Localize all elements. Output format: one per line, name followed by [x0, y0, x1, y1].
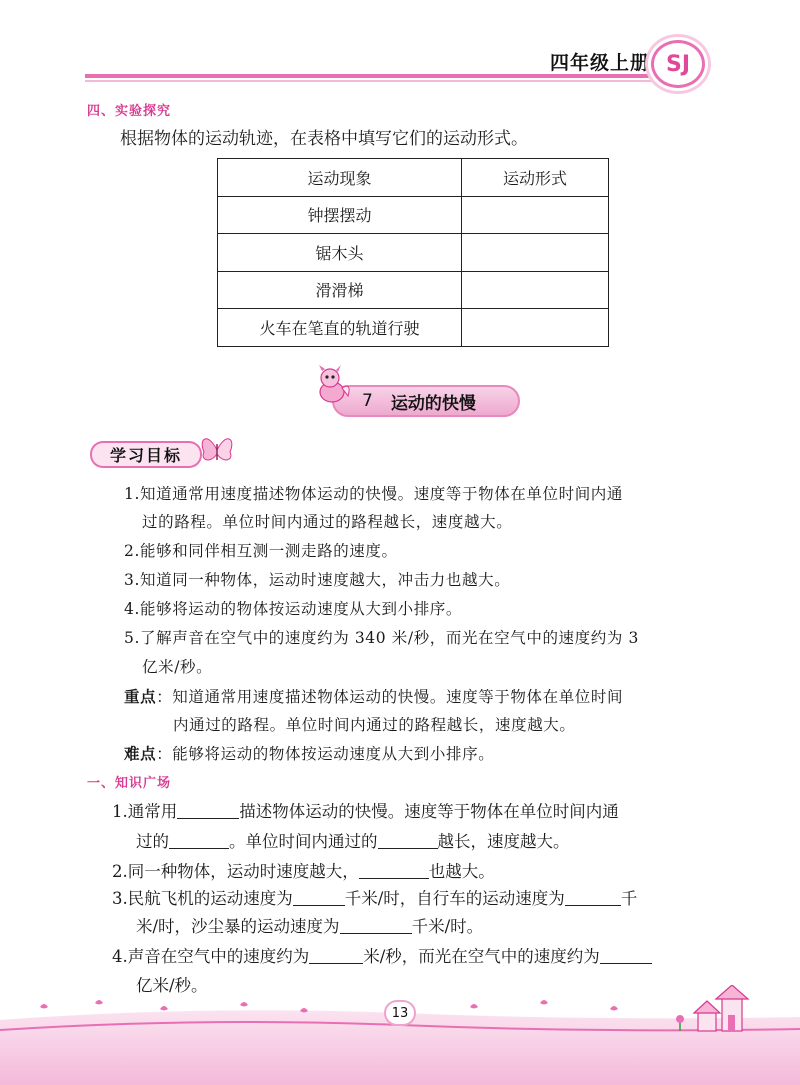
- phenomenon-cell: 锯木头: [218, 234, 462, 272]
- key-point-label: 重点: [124, 688, 157, 706]
- question-text: 。单位时间内通过的: [229, 832, 378, 851]
- objective-line: 亿米/秒。: [142, 658, 213, 676]
- table-row: [218, 196, 609, 234]
- form-answer-cell[interactable]: [462, 271, 609, 309]
- answer-blank[interactable]: [600, 948, 652, 965]
- question-3-line1: [112, 885, 637, 909]
- question-4-line1: [112, 943, 652, 967]
- objective-line: 1.知道通常用速度描述物体运动的快慢。速度等于物体在单位时间内通: [124, 485, 623, 503]
- key-point-line-cont: 内通过的路程。单位时间内通过的路程越长，速度越大。: [173, 716, 576, 734]
- section-heading-knowledge: 一、知识广场: [87, 776, 172, 791]
- question-text: 2.同一种物体，运动时速度越大，: [112, 862, 359, 881]
- question-text: 过的: [136, 832, 169, 851]
- question-text: 米/秒，而光在空气中的速度约为: [363, 947, 600, 966]
- edition-badge: SJ: [651, 40, 705, 88]
- phenomenon-cell: 钟摆摆动: [218, 196, 462, 234]
- phenomenon-cell: 滑滑梯: [218, 271, 462, 309]
- column-header-form: 运动形式: [462, 159, 609, 197]
- answer-blank[interactable]: [340, 918, 412, 935]
- difficulty-line: [124, 742, 494, 764]
- header-rule-thin: [85, 80, 675, 82]
- dragon-mascot-icon: [308, 362, 354, 408]
- objectives-label: 学习目标: [92, 443, 200, 466]
- butterfly-icon: [198, 430, 236, 470]
- answer-blank[interactable]: [309, 948, 363, 965]
- question-3-line2: [136, 913, 483, 937]
- lesson-title-banner: [332, 385, 520, 417]
- question-2: [112, 858, 495, 882]
- form-answer-cell[interactable]: [462, 309, 609, 347]
- question-1-line2: [136, 828, 570, 852]
- table-row: [218, 234, 609, 272]
- grade-label: 四年级上册: [550, 52, 651, 74]
- phenomenon-cell: 火车在笔直的轨道行驶: [218, 309, 462, 347]
- key-point-text: ：知道通常用速度描述物体运动的快慢。速度等于物体在单位时间: [156, 688, 624, 706]
- question-text: 也越大。: [428, 862, 495, 881]
- objective-line: 3.知道同一种物体，运动时速度越大，冲击力也越大。: [124, 571, 511, 589]
- motion-table: [217, 158, 609, 347]
- answer-blank[interactable]: [359, 863, 429, 880]
- key-point-line: [124, 685, 623, 707]
- column-header-phenomenon: 运动现象: [218, 159, 462, 197]
- question-text: 米/时，沙尘暴的运动速度为: [136, 917, 340, 936]
- objectives-tag: [90, 441, 202, 468]
- objective-line: 5.了解声音在空气中的速度约为 340 米/秒，而光在空气中的速度约为 3: [124, 629, 639, 647]
- question-text: 1.通常用: [112, 802, 178, 821]
- form-answer-cell[interactable]: [462, 196, 609, 234]
- question-text: 4.声音在空气中的速度约为: [112, 947, 310, 966]
- table-header-row: [218, 159, 609, 197]
- section-heading-experiment: 四、实验探究: [87, 104, 172, 119]
- lesson-number: 7: [362, 391, 373, 411]
- experiment-instruction: 根据物体的运动轨迹，在表格中填写它们的运动形式。: [120, 129, 528, 149]
- table-row: [218, 271, 609, 309]
- objective-line: 2.能够和同伴相互测一测走路的速度。: [124, 542, 398, 560]
- form-answer-cell[interactable]: [462, 234, 609, 272]
- lesson-title: 运动的快慢: [390, 393, 476, 414]
- question-text: 千米/时，自行车的运动速度为: [344, 889, 565, 908]
- answer-blank[interactable]: [378, 833, 438, 850]
- page-number: 13: [384, 1000, 416, 1026]
- table-row: [218, 309, 609, 347]
- answer-blank[interactable]: [169, 833, 229, 850]
- difficulty-text: ：能够将运动的物体按运动速度从大到小排序。: [156, 745, 495, 763]
- question-text: 越长，速度越大。: [437, 832, 570, 851]
- answer-blank[interactable]: [293, 890, 345, 907]
- answer-blank[interactable]: [565, 890, 621, 907]
- objective-line: 4.能够将运动的物体按运动速度从大到小排序。: [124, 600, 462, 618]
- answer-blank[interactable]: [177, 803, 239, 820]
- question-text: 千: [620, 889, 638, 908]
- difficulty-label: 难点: [124, 745, 157, 763]
- question-1-line1: [112, 798, 619, 822]
- objective-line: 过的路程。单位时间内通过的路程越长，速度越大。: [142, 513, 513, 531]
- question-4-line2: 亿米/秒。: [136, 976, 208, 995]
- question-text: 描述物体运动的快慢。速度等于物体在单位时间内通: [239, 802, 619, 821]
- question-text: 3.民航飞机的运动速度为: [112, 889, 293, 908]
- question-text: 千米/时。: [411, 917, 484, 936]
